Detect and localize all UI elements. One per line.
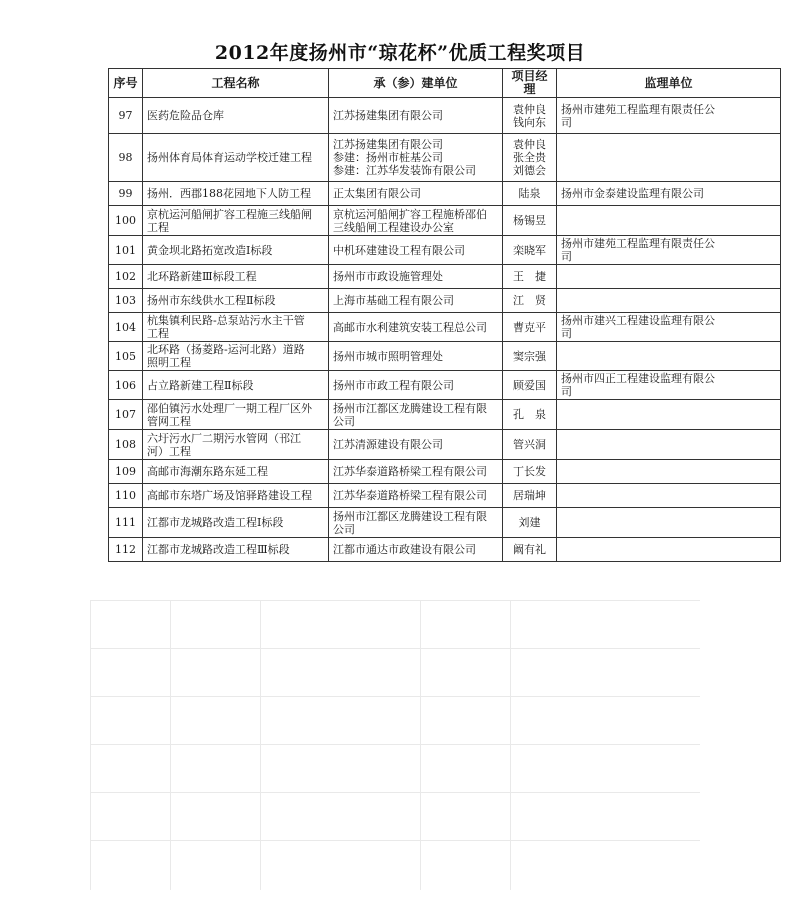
cell-manager-line: 袁仲良 [513,102,546,116]
cell-index: 111 [109,508,143,538]
cell-index: 103 [109,289,143,313]
cell-project-line: 京杭运河船闸扩容工程施三线船闸 [147,207,312,221]
cell-contractor-line: 江苏华泰道路桥梁工程有限公司 [333,489,487,502]
cell-contractor [329,289,503,313]
cell-manager [503,460,557,484]
cell-project-line: 邵伯镇污水处理厂一期工程厂区外 [147,401,312,415]
cell-contractor-line: 三线船闸工程建设办公室 [333,220,454,234]
cell-contractor [329,430,503,460]
cell-manager-line: 王 捷 [513,270,546,283]
cell-contractor [329,484,503,508]
table-row [109,206,781,236]
cell-contractor-line: 扬州市江都区龙腾建设工程有限 [333,401,487,415]
cell-supervisor [557,400,781,430]
cell-manager-line: 居瑞坤 [513,489,546,502]
table-row [109,400,781,430]
cell-project [143,206,329,236]
cell-supervisor [557,313,781,342]
cell-project-line: 管网工程 [147,414,191,428]
cell-manager [503,289,557,313]
cell-project [143,313,329,342]
header-index: 序号 [109,69,143,98]
cell-supervisor-line: 司 [561,115,572,129]
cell-manager [503,400,557,430]
cell-manager-line: 钱向东 [513,115,546,129]
cell-manager [503,236,557,265]
cell-manager-line: 顾爱国 [513,378,546,392]
cell-project-line: 高邮市海潮东路东延工程 [147,465,268,478]
cell-project-line: 照明工程 [147,356,191,369]
cell-index: 100 [109,206,143,236]
cell-contractor [329,342,503,371]
cell-supervisor [557,430,781,460]
cell-supervisor [557,206,781,236]
cell-index: 106 [109,371,143,400]
cell-contractor-line: 江苏扬建集团有限公司 [333,109,443,122]
bleed-through-lines [90,600,700,890]
cell-project [143,430,329,460]
cell-manager [503,313,557,342]
table-row [109,371,781,400]
cell-project-line: 河）工程 [147,444,191,458]
cell-project [143,98,329,134]
table-row [109,289,781,313]
cell-manager [503,538,557,562]
cell-contractor [329,182,503,206]
cell-project-line: 高邮市东塔广场及馆驿路建设工程 [147,489,312,502]
cell-project-line: 北环路新建Ⅲ标段工程 [147,270,257,283]
cell-supervisor [557,236,781,265]
cell-project-line: 江都市龙城路改造工程Ⅰ标段 [147,516,284,529]
cell-project [143,134,329,182]
cell-supervisor-line: 扬州市建苑工程监理有限责任公 [561,237,715,250]
cell-project [143,508,329,538]
cell-supervisor [557,182,781,206]
cell-contractor [329,538,503,562]
cell-manager-line: 张全贵 [513,151,546,164]
cell-project-line: 工程 [147,220,169,234]
cell-supervisor-line: 扬州市金泰建设监理有限公司 [561,187,704,200]
cell-manager-line: 栾晓军 [513,243,546,257]
cell-contractor-line: 江苏清源建设有限公司 [333,438,443,451]
cell-contractor-line: 正太集团有限公司 [333,187,421,200]
cell-manager-line: 窦宗强 [513,349,546,363]
cell-project-line: 扬州市东线供水工程Ⅱ标段 [147,294,276,307]
cell-manager [503,182,557,206]
table-row [109,236,781,265]
cell-contractor-line: 扬州市市政设施管理处 [333,270,443,283]
page-title: 2012年度扬州市“琼花杯”优质工程奖项目 [214,42,586,64]
cell-contractor [329,400,503,430]
cell-project-line: 六圩污水厂二期污水管网（邗江 [147,431,301,445]
cell-contractor [329,460,503,484]
cell-project [143,342,329,371]
table-row [109,313,781,342]
cell-contractor [329,134,503,182]
cell-contractor [329,313,503,342]
table-row [109,134,781,182]
cell-project-line: 杭集镇利民路-总泵站污水主干管 [147,314,305,327]
awards-table [108,68,781,562]
cell-index: 105 [109,342,143,371]
cell-index: 109 [109,460,143,484]
cell-project [143,236,329,265]
table-row [109,460,781,484]
cell-manager [503,342,557,371]
cell-index: 110 [109,484,143,508]
cell-contractor-line: 参建：扬州市桩基公司 [333,151,443,164]
cell-contractor [329,206,503,236]
cell-manager-line: 陆泉 [518,187,541,200]
cell-index: 112 [109,538,143,562]
header-manager: 项目经理 [503,69,557,98]
cell-index: 108 [109,430,143,460]
cell-contractor-line: 扬州市江都区龙腾建设工程有限 [333,509,487,523]
cell-contractor-line: 扬州市市政工程有限公司 [333,378,454,392]
cell-contractor-line: 中机环建建设工程有限公司 [333,243,465,257]
cell-manager-line: 江 贤 [513,294,546,307]
cell-supervisor [557,98,781,134]
cell-manager-line: 杨锡昱 [513,214,546,227]
cell-contractor-line: 高邮市水利建筑安装工程总公司 [333,320,487,334]
cell-supervisor [557,289,781,313]
cell-contractor [329,98,503,134]
cell-supervisor [557,460,781,484]
cell-manager-line: 阚有礼 [513,543,546,556]
cell-index: 97 [109,98,143,134]
cell-contractor-line: 扬州市城市照明管理处 [333,349,443,363]
cell-project-line: 医药危险品仓库 [147,109,224,122]
cell-manager [503,134,557,182]
cell-project [143,538,329,562]
table-row [109,265,781,289]
cell-project-line: 扬州．西郡188花园地下人防工程 [147,187,311,200]
cell-manager [503,430,557,460]
cell-project [143,371,329,400]
cell-project-line: 工程 [147,327,169,340]
cell-index: 102 [109,265,143,289]
cell-manager [503,484,557,508]
cell-manager-line: 丁长发 [513,465,546,478]
table-row [109,538,781,562]
cell-supervisor-line: 司 [561,250,572,263]
cell-supervisor [557,134,781,182]
cell-contractor-line: 上海市基础工程有限公司 [333,294,454,307]
cell-manager-line: 管兴洞 [513,438,546,451]
cell-manager-line: 曹克平 [513,320,546,334]
table-row [109,508,781,538]
table-row [109,484,781,508]
cell-index: 104 [109,313,143,342]
cell-supervisor-line: 扬州市建苑工程监理有限责任公 [561,102,715,116]
header-contractor: 承（参）建单位 [329,69,503,98]
cell-manager-line: 刘建 [518,516,541,529]
cell-project-line: 江都市龙城路改造工程Ⅲ标段 [147,543,290,556]
cell-manager [503,98,557,134]
cell-manager [503,265,557,289]
cell-manager [503,508,557,538]
cell-contractor-line: 江苏扬建集团有限公司 [333,138,443,151]
cell-project [143,484,329,508]
cell-manager-line: 孔 泉 [513,408,546,421]
table-row [109,342,781,371]
cell-project [143,182,329,206]
cell-project-line: 扬州体育局体育运动学校迁建工程 [147,151,312,164]
cell-manager [503,371,557,400]
cell-contractor-line: 参建：江苏华发装饰有限公司 [333,164,476,177]
cell-supervisor [557,265,781,289]
table-body [109,98,781,562]
cell-contractor-line: 江都市通达市政建设有限公司 [333,543,476,556]
cell-contractor [329,508,503,538]
cell-contractor-line: 江苏华泰道路桥梁工程有限公司 [333,465,487,478]
cell-supervisor [557,508,781,538]
cell-project-line: 黄金坝北路拓宽改造Ⅰ标段 [147,243,273,257]
cell-supervisor-line: 扬州市四正工程建设监理有限公 [561,372,715,385]
cell-contractor [329,236,503,265]
table-header-row [109,69,781,98]
cell-manager [503,206,557,236]
table-row [109,182,781,206]
cell-project [143,289,329,313]
cell-project-line: 北环路（扬菱路-运河北路）道路 [147,343,305,356]
cell-supervisor-line: 司 [561,385,572,398]
cell-contractor [329,265,503,289]
cell-index: 101 [109,236,143,265]
cell-contractor [329,371,503,400]
cell-project [143,400,329,430]
cell-manager-line: 刘德会 [513,164,546,177]
header-project: 工程名称 [143,69,329,98]
cell-project-line: 占立路新建工程Ⅱ标段 [147,378,254,392]
table-row [109,430,781,460]
cell-manager-line: 袁仲良 [513,138,546,151]
cell-contractor-line: 公司 [333,522,355,536]
cell-index: 98 [109,134,143,182]
cell-supervisor [557,538,781,562]
cell-project [143,460,329,484]
header-supervisor: 监理单位 [557,69,781,98]
cell-index: 107 [109,400,143,430]
cell-supervisor-line: 扬州市建兴工程建设监理有限公 [561,314,715,327]
cell-index: 99 [109,182,143,206]
cell-supervisor [557,342,781,371]
cell-contractor-line: 公司 [333,414,355,428]
table-row [109,98,781,134]
cell-supervisor [557,371,781,400]
cell-supervisor [557,484,781,508]
cell-supervisor-line: 司 [561,327,572,340]
cell-contractor-line: 京杭运河船闸扩容工程施桥邵伯 [333,207,487,221]
cell-project [143,265,329,289]
